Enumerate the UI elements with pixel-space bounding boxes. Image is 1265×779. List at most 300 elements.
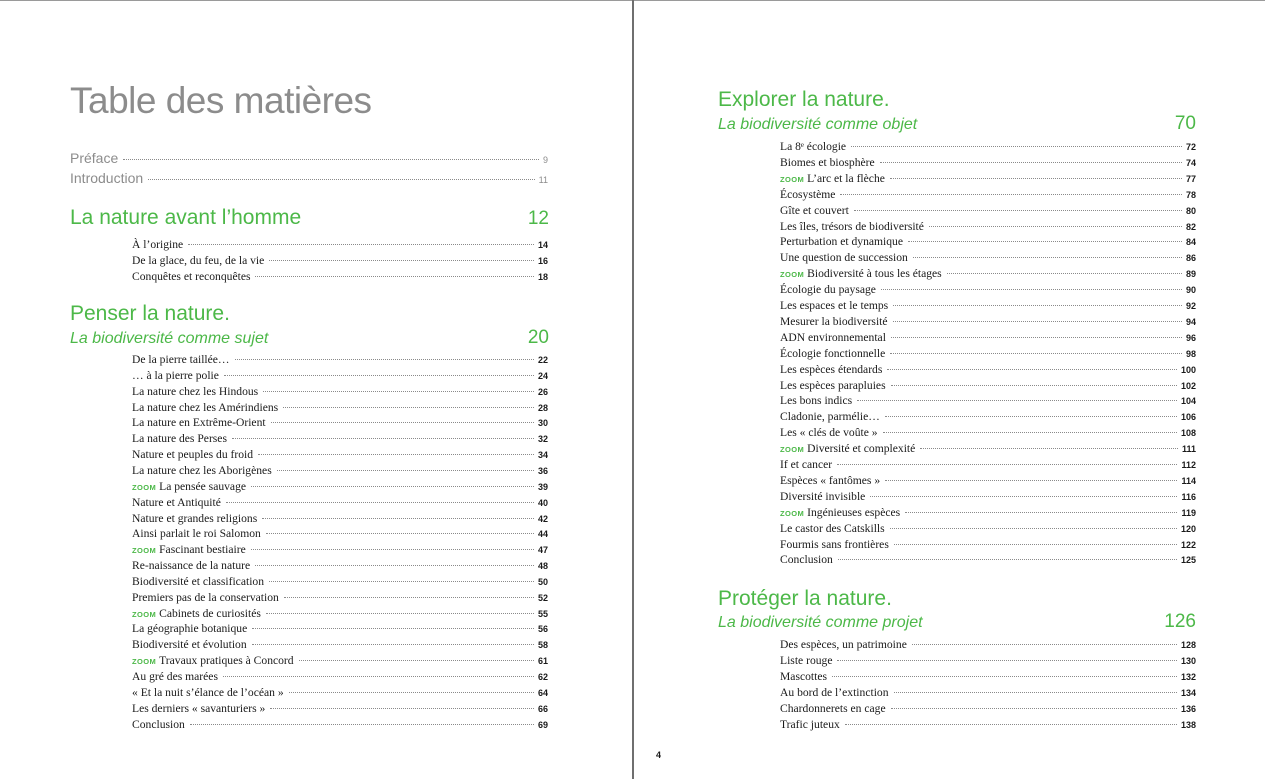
toc-entry-text: À l’origine — [132, 238, 184, 251]
toc-entry-page: 80 — [1185, 205, 1196, 216]
toc-entry-page: 56 — [537, 624, 548, 635]
toc-entry[interactable] — [780, 347, 1196, 363]
toc-entry-text: Trafic juteux — [780, 717, 840, 731]
toc-entry-title — [780, 220, 924, 233]
toc-entry-title — [132, 512, 257, 525]
dot-leader — [893, 321, 1182, 322]
toc-entry[interactable] — [132, 654, 548, 670]
dot-leader — [840, 194, 1182, 195]
toc-entry-title — [780, 442, 915, 455]
dot-leader — [894, 544, 1177, 545]
toc-entry-page: 111 — [1181, 444, 1196, 455]
toc-entry-title — [132, 575, 264, 588]
toc-entry-page: 55 — [537, 608, 548, 619]
dot-leader — [289, 692, 534, 693]
section-title: La nature avant l’homme — [70, 206, 302, 229]
toc-entry-title — [780, 702, 886, 715]
toc-entry-text: La nature des Perses — [132, 432, 227, 446]
toc-entry-text: Biodiversité à tous les étages — [807, 267, 942, 281]
dot-leader — [266, 613, 534, 614]
toc-entry[interactable] — [780, 686, 1196, 702]
zoom-tag: ZOOM — [780, 174, 805, 184]
dot-leader — [262, 518, 534, 519]
toc-entry-page: 28 — [537, 402, 548, 413]
toc-entry[interactable] — [780, 474, 1196, 490]
toc-entry-title — [132, 401, 278, 414]
toc-entry[interactable] — [780, 299, 1196, 315]
dot-leader — [870, 496, 1177, 497]
toc-entry-text: Introduction — [70, 170, 144, 186]
toc-entry[interactable] — [780, 490, 1196, 506]
dot-leader — [224, 375, 534, 376]
toc-entry-title — [780, 331, 886, 344]
toc-entry[interactable] — [132, 718, 548, 734]
section-title: Protéger la nature. — [718, 587, 892, 610]
dot-leader — [269, 581, 534, 582]
zoom-tag: ZOOM — [780, 270, 805, 280]
toc-entry-text: Gîte et couvert — [780, 203, 849, 217]
toc-entry-title — [132, 448, 253, 461]
dot-leader — [299, 660, 534, 661]
toc-entry[interactable] — [132, 464, 548, 480]
toc-entry-page: 58 — [537, 640, 548, 651]
toc-entry-page: 82 — [1185, 221, 1196, 232]
toc-entry[interactable] — [780, 522, 1196, 538]
toc-entry-text: De la pierre taillée… — [132, 353, 230, 366]
toc-entry-title — [780, 140, 846, 153]
toc-entry[interactable] — [132, 254, 548, 270]
dot-leader — [255, 565, 534, 566]
toc-entry[interactable] — [132, 401, 548, 417]
toc-entry[interactable] — [780, 506, 1196, 522]
toc-entry-text: Préface — [70, 150, 119, 166]
dot-leader — [913, 257, 1182, 258]
dot-leader — [929, 226, 1182, 227]
toc-entry-page: 36 — [537, 465, 548, 476]
toc-entry-title — [132, 270, 250, 283]
dot-leader — [251, 549, 534, 550]
dot-leader — [266, 533, 534, 534]
toc-entry[interactable] — [780, 172, 1196, 188]
dot-leader — [893, 305, 1182, 306]
toc-entry-title — [132, 702, 265, 715]
toc-entry-title — [780, 267, 942, 280]
section-subtitle: La biodiversité comme objet — [718, 116, 918, 133]
toc-entry-title — [780, 394, 852, 407]
toc-entry-title — [780, 553, 833, 566]
toc-entry-text: La nature chez les Aborigènes — [132, 463, 272, 477]
toc-entry[interactable] — [70, 150, 548, 170]
toc-entry-page: 14 — [537, 240, 548, 250]
toc-entry[interactable] — [70, 170, 548, 190]
toc-entry[interactable] — [780, 156, 1196, 172]
toc-entry-title — [780, 283, 876, 296]
toc-entry[interactable] — [780, 426, 1196, 442]
toc-entry-title — [780, 718, 840, 731]
toc-entry[interactable] — [132, 353, 548, 369]
toc-entry-page: 138 — [1180, 719, 1196, 730]
toc-entry-page: 108 — [1180, 428, 1196, 439]
toc-entry-text: Re-naissance de la nature — [132, 559, 251, 573]
toc-entry[interactable] — [780, 251, 1196, 267]
toc-entry[interactable] — [132, 527, 548, 543]
toc-entry-page: 132 — [1180, 671, 1196, 682]
dot-leader — [226, 502, 534, 503]
toc-entry-title — [780, 235, 903, 248]
toc-entry-title — [132, 527, 261, 540]
toc-entry-page: 77 — [1185, 173, 1196, 184]
dot-leader — [277, 470, 534, 471]
toc-entry-text: Biomes et biosphère — [780, 155, 875, 169]
toc-entry[interactable] — [132, 369, 548, 385]
toc-entry[interactable] — [132, 670, 548, 686]
dot-leader — [894, 692, 1177, 693]
toc-entry-title — [132, 686, 284, 699]
section-subheading-penser[interactable] — [70, 327, 549, 349]
toc-entry[interactable] — [780, 315, 1196, 331]
dot-leader — [890, 353, 1182, 354]
toc-entry-text: Perturbation et dynamique — [780, 235, 903, 249]
toc-entry-title — [132, 385, 258, 398]
toc-entry-text: « Et la nuit s’élance de l’océan » — [132, 685, 284, 699]
toc-entry-text: Les derniers « savanturiers » — [132, 701, 266, 715]
toc-entry[interactable] — [780, 718, 1196, 734]
toc-entry-page: 112 — [1181, 460, 1196, 470]
toc-entry[interactable] — [132, 512, 548, 528]
toc-entry-text: La 8ᵉ écologie — [780, 140, 847, 153]
toc-entry-page: 104 — [1180, 396, 1196, 407]
toc-entry[interactable] — [780, 538, 1196, 554]
toc-entry-text: Les espèces parapluies — [780, 378, 886, 392]
toc-entry[interactable] — [132, 702, 548, 718]
toc-entry-page: 44 — [537, 529, 548, 540]
dot-leader — [123, 159, 539, 160]
toc-entry-title — [780, 204, 849, 217]
toc-entry-text: Nature et peuples du froid — [132, 448, 254, 462]
toc-entry[interactable] — [780, 654, 1196, 670]
dot-leader — [891, 708, 1177, 709]
toc-entry[interactable] — [132, 575, 548, 591]
dot-leader — [270, 708, 534, 709]
toc-entry-title — [132, 654, 294, 667]
dot-leader — [832, 676, 1177, 677]
toc-entry-page: 106 — [1180, 412, 1196, 423]
toc-entry-page: 66 — [537, 703, 548, 714]
toc-entry[interactable] — [132, 270, 548, 286]
toc-entry-text: Le castor des Catskills — [780, 521, 885, 535]
toc-entry[interactable] — [132, 591, 548, 607]
toc-entry[interactable] — [132, 385, 548, 401]
toc-entry-text: Cladonie, parmélie… — [780, 410, 880, 424]
toc-entry-title — [132, 607, 261, 620]
toc-entry-text: Ainsi parlait le roi Salomon — [132, 527, 261, 541]
toc-entry-title — [780, 490, 865, 503]
zoom-tag: ZOOM — [132, 609, 157, 619]
toc-entry-text: La nature en Extrême-Orient — [132, 416, 266, 430]
toc-entry-title — [780, 522, 885, 535]
section-page-number: 126 — [1164, 611, 1196, 632]
zoom-tag: ZOOM — [132, 657, 157, 667]
toc-entry-page: 48 — [537, 561, 548, 572]
toc-entry-title — [132, 369, 219, 382]
dot-leader — [271, 422, 534, 423]
toc-entry-title — [780, 506, 900, 519]
toc-entry-page: 119 — [1181, 507, 1196, 518]
toc-entry[interactable] — [780, 188, 1196, 204]
toc-entry[interactable] — [780, 220, 1196, 236]
toc-entry-text: La géographie botanique — [132, 622, 248, 636]
toc-entry-title — [70, 170, 143, 186]
section-subtitle: La biodiversité comme sujet — [70, 330, 269, 347]
toc-entry-title — [780, 156, 875, 169]
toc-entry-title — [780, 251, 908, 264]
dot-leader — [837, 464, 1177, 465]
toc-entry[interactable] — [132, 496, 548, 512]
dot-leader — [920, 448, 1178, 449]
toc-entry-title — [132, 432, 227, 445]
dot-leader — [188, 244, 534, 245]
toc-entry-text: L’arc et la flèche — [807, 171, 885, 185]
toc-entry-page: 72 — [1185, 142, 1196, 152]
toc-entry-page: 96 — [1185, 332, 1196, 343]
toc-entry-page: 134 — [1180, 687, 1196, 698]
toc-entry[interactable] — [780, 670, 1196, 686]
toc-entry-text: Biodiversité et évolution — [132, 638, 247, 652]
toc-entry-page: 52 — [537, 592, 548, 603]
toc-entry-text: De la glace, du feu, de la vie — [132, 253, 265, 267]
toc-entry-page: 50 — [537, 576, 548, 587]
toc-entry-text: Premiers pas de la conservation — [132, 590, 279, 604]
section-page-number: 70 — [1174, 113, 1196, 134]
toc-entry-text: Espèces « fantômes » — [780, 473, 881, 487]
dot-leader — [890, 178, 1182, 179]
toc-entry[interactable] — [132, 432, 548, 448]
toc-entry-text: Mascottes — [780, 669, 828, 683]
dot-leader — [880, 162, 1182, 163]
toc-entry-title — [132, 670, 218, 683]
dot-leader — [881, 289, 1182, 290]
toc-entry[interactable] — [132, 448, 548, 464]
toc-entry-page: 24 — [537, 370, 548, 381]
section-title: Explorer la nature. — [718, 88, 890, 111]
dot-leader — [252, 628, 534, 629]
toc-entry-title — [132, 543, 246, 556]
toc-entry-title — [780, 379, 886, 392]
toc-entry[interactable] — [132, 622, 548, 638]
toc-entry-page: 30 — [537, 418, 548, 429]
toc-entry-title — [132, 254, 264, 267]
dot-leader — [252, 644, 534, 645]
dot-leader — [885, 480, 1177, 481]
toc-entry-title — [780, 686, 889, 699]
toc-entry-text: La nature chez les Amérindiens — [132, 400, 279, 414]
toc-entry[interactable] — [132, 686, 548, 702]
toc-entry-page: 22 — [537, 355, 548, 365]
dot-leader — [837, 660, 1176, 661]
section-subheading-explorer[interactable] — [718, 113, 1196, 135]
toc-entry-title — [780, 363, 882, 376]
section-heading-explorer[interactable] — [718, 88, 1196, 112]
dot-leader — [232, 438, 534, 439]
dot-leader — [283, 407, 534, 408]
dot-leader — [269, 260, 534, 261]
toc-entry[interactable] — [780, 553, 1196, 569]
toc-entry-text: Au bord de l’extinction — [780, 685, 889, 699]
toc-entry[interactable] — [132, 543, 548, 559]
toc-entry-title — [780, 172, 885, 185]
toc-entry-page: 16 — [537, 255, 548, 266]
toc-entry[interactable] — [780, 638, 1196, 654]
left-page — [0, 0, 632, 779]
toc-entry[interactable] — [780, 442, 1196, 458]
toc-entry-text: If et cancer — [780, 458, 833, 471]
toc-entry-title — [132, 559, 250, 572]
toc-entry-title — [132, 591, 279, 604]
toc-entry[interactable] — [132, 238, 548, 254]
toc-entry-text: Fourmis sans frontières — [780, 537, 889, 551]
toc-entry[interactable] — [780, 702, 1196, 718]
toc-entry-title — [780, 188, 835, 201]
toc-entry-text: Conquêtes et reconquêtes — [132, 269, 251, 283]
toc-entry-title — [780, 638, 907, 651]
toc-entry-page: 136 — [1180, 703, 1196, 714]
toc-entry-page: 32 — [537, 434, 548, 445]
toc-entry-title — [780, 426, 878, 439]
toc-entry-text: Nature et grandes religions — [132, 511, 258, 525]
toc-entry-page: 125 — [1180, 555, 1196, 566]
toc-entry-text: Ingénieuses espèces — [807, 505, 901, 519]
toc-entry-page: 94 — [1185, 316, 1196, 327]
dot-leader — [255, 276, 534, 277]
toc-entry-text: Les espaces et le temps — [780, 299, 889, 312]
toc-entry-text: Mesurer la biodiversité — [780, 314, 888, 328]
toc-entry-text: Diversité invisible — [780, 489, 866, 503]
toc-entry[interactable] — [780, 204, 1196, 220]
toc-entry-page: 116 — [1181, 491, 1196, 502]
toc-entry-title — [780, 538, 889, 551]
toc-entry-page: 90 — [1185, 285, 1196, 296]
toc-entry-text: Travaux pratiques à Concord — [159, 654, 294, 668]
toc-entry-text: Conclusion — [132, 717, 185, 731]
toc-entry-text: Diversité et complexité — [807, 442, 916, 456]
toc-entry-page: 120 — [1180, 523, 1196, 534]
dot-leader — [912, 644, 1177, 645]
toc-entry-text: Écosystème — [780, 187, 836, 201]
toc-entry[interactable] — [132, 559, 548, 575]
dot-leader — [908, 241, 1182, 242]
toc-entry[interactable] — [780, 267, 1196, 283]
toc-entry[interactable] — [780, 140, 1196, 156]
toc-entry-title — [132, 464, 272, 477]
toc-entry-title — [780, 347, 885, 360]
toc-entry-title — [780, 670, 827, 683]
right-page — [634, 0, 1265, 779]
toc-entry[interactable] — [780, 410, 1196, 426]
dot-leader — [887, 369, 1177, 370]
toc-entry[interactable] — [132, 480, 548, 496]
toc-entry-page: 78 — [1185, 189, 1196, 200]
toc-entry-text: … à la pierre polie — [132, 368, 219, 382]
toc-entry-text: La pensée sauvage — [159, 479, 247, 493]
dot-leader — [258, 454, 534, 455]
zoom-tag: ZOOM — [132, 546, 157, 556]
section-subheading-proteger[interactable] — [718, 611, 1196, 633]
toc-entry-page: 114 — [1181, 475, 1196, 486]
toc-entry[interactable] — [780, 331, 1196, 347]
toc-entry-text: Biodiversité et classification — [132, 574, 265, 588]
toc-entry-page: 128 — [1180, 640, 1196, 650]
toc-entry-page: 84 — [1185, 237, 1196, 248]
toc-entry[interactable] — [132, 638, 548, 654]
toc-entry-text: Nature et Antiquité — [132, 495, 221, 509]
toc-entry[interactable] — [780, 394, 1196, 410]
toc-entry-page: 102 — [1180, 380, 1196, 391]
toc-entry-text: Les espèces étendards — [780, 362, 883, 376]
dot-leader — [883, 432, 1177, 433]
section-title: Penser la nature. — [70, 302, 230, 325]
dot-leader — [947, 273, 1182, 274]
dot-leader — [251, 486, 534, 487]
toc-entry-text: Liste rouge — [780, 653, 833, 667]
toc-entry-title — [132, 496, 221, 509]
toc-entry[interactable] — [132, 416, 548, 432]
toc-entry[interactable] — [780, 283, 1196, 299]
toc-entry-page: 39 — [537, 481, 548, 492]
toc-entry-text: Les îles, trésors de biodiversité — [780, 219, 924, 233]
section-page-number: 20 — [527, 327, 549, 348]
zoom-tag: ZOOM — [132, 482, 157, 492]
toc-entry[interactable] — [132, 607, 548, 623]
toc-entry-title — [780, 299, 888, 312]
dot-leader — [838, 559, 1177, 560]
toc-entry-page: 92 — [1185, 301, 1196, 311]
toc-entry-title — [70, 150, 118, 166]
toc-entry-page: 69 — [537, 719, 548, 730]
toc-entry-page: 47 — [537, 545, 548, 556]
toc-entry[interactable] — [780, 458, 1196, 474]
toc-entry-page: 98 — [1185, 348, 1196, 359]
toc-entry-text: Au gré des marées — [132, 670, 218, 683]
toc-title: Table des matières — [70, 80, 372, 121]
page-folio: 4 — [656, 750, 662, 760]
toc-entry-page: 9 — [542, 155, 548, 165]
section-heading-nature-avant-homme[interactable] — [70, 206, 549, 230]
toc-entry-page: 42 — [537, 513, 548, 524]
section-subtitle: La biodiversité comme projet — [718, 614, 923, 631]
section-heading-penser[interactable] — [70, 302, 549, 326]
toc-entry-page: 18 — [537, 271, 548, 282]
toc-entry[interactable] — [780, 379, 1196, 395]
toc-entry-page: 74 — [1185, 157, 1196, 168]
toc-entry-title — [780, 315, 888, 328]
toc-entry-title — [132, 353, 230, 366]
toc-entry[interactable] — [780, 235, 1196, 251]
toc-entry-title — [132, 238, 183, 251]
toc-entry-page: 34 — [537, 450, 548, 461]
toc-entry-text: La nature chez les Hindous — [132, 384, 259, 398]
toc-entry[interactable] — [780, 363, 1196, 379]
toc-entry-text: Chardonnerets en cage — [780, 701, 886, 715]
toc-entry-title — [132, 718, 185, 731]
section-heading-proteger[interactable] — [718, 587, 1196, 611]
dot-leader — [845, 724, 1177, 725]
toc-entry-text: Les « clés de voûte » — [780, 426, 878, 440]
toc-entry-text: ADN environnemental — [780, 330, 886, 344]
toc-entry-text: Cabinets de curiosités — [159, 606, 261, 620]
toc-entry-title — [780, 474, 880, 487]
toc-entry-text: Écologie fonctionnelle — [780, 346, 886, 360]
toc-entry-title — [132, 416, 266, 429]
